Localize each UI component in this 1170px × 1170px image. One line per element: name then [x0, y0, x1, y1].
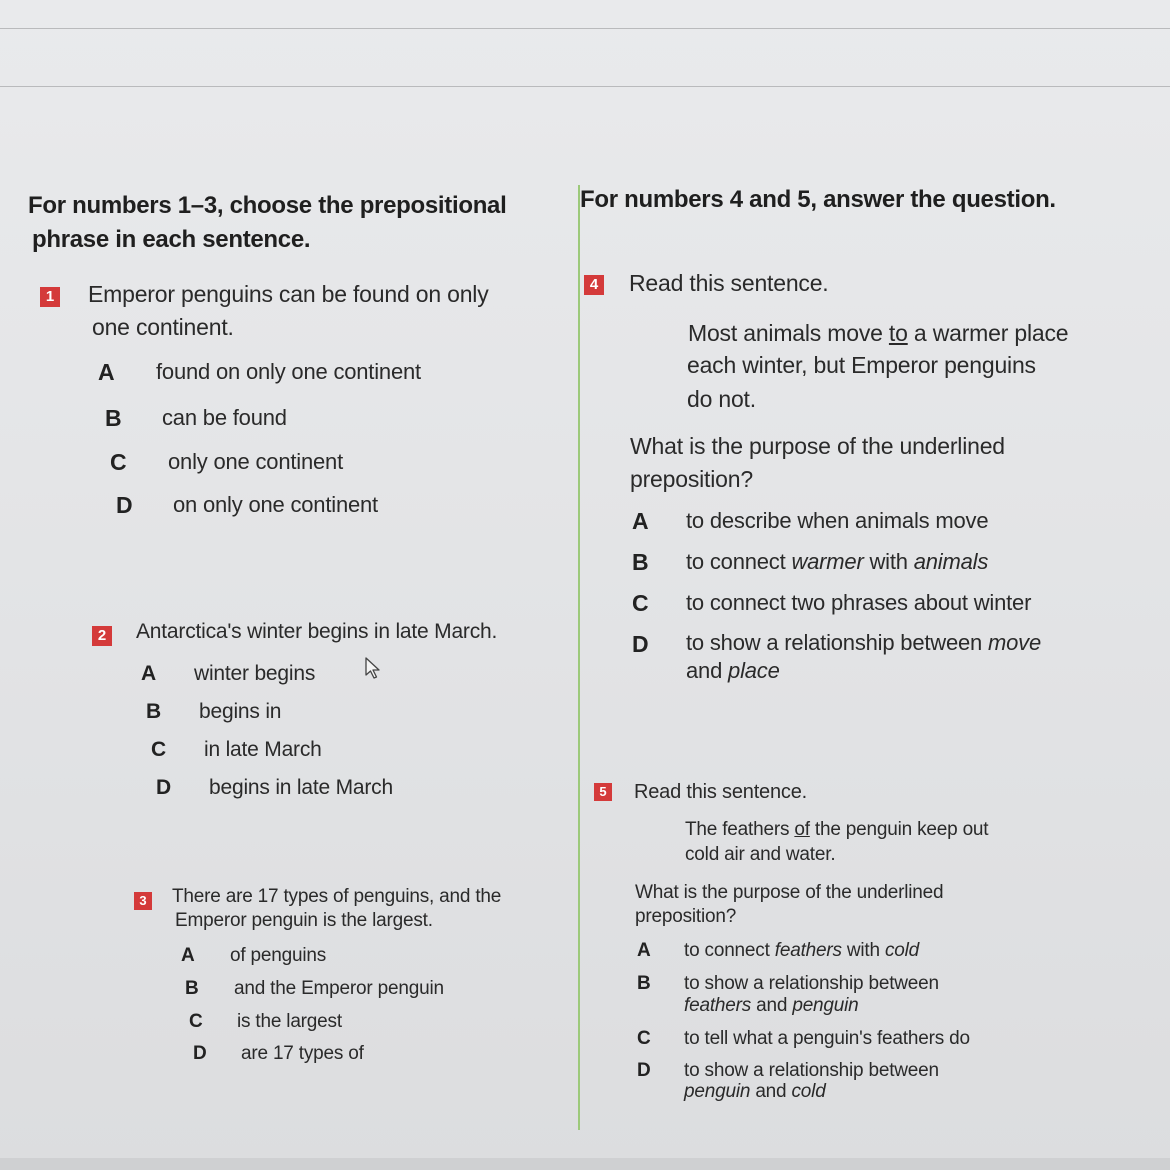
q4-sentence-line1: Most animals move to a warmer place	[688, 320, 1069, 346]
q2-option-a-letter[interactable]: A	[141, 662, 157, 685]
q5-option-c-text[interactable]: to tell what a penguin's feathers do	[684, 1028, 970, 1049]
left-heading-line2: phrase in each sentence.	[32, 226, 311, 253]
question-number-badge-1: 1	[40, 287, 60, 307]
q2-option-d-text[interactable]: begins in late March	[209, 776, 393, 799]
q3-stem-line1: There are 17 types of penguins, and the	[172, 886, 502, 907]
q5-question-line2: preposition?	[635, 906, 737, 927]
q5-option-d-text-line2[interactable]: penguin and cold	[684, 1081, 826, 1102]
q3-option-b-text[interactable]: and the Emperor penguin	[234, 978, 444, 999]
q4-prompt: Read this sentence.	[629, 270, 829, 296]
question-number-badge-2: 2	[92, 626, 112, 646]
underlined-preposition: to	[888, 320, 908, 346]
q4-option-c-text[interactable]: to connect two phrases about winter	[686, 590, 1032, 615]
question-number-badge-5: 5	[594, 783, 612, 801]
question-number-badge-4: 4	[584, 275, 604, 295]
q2-option-d-letter[interactable]: D	[156, 776, 172, 799]
q1-option-b-letter[interactable]: B	[105, 405, 122, 431]
q2-option-c-letter[interactable]: C	[151, 738, 167, 761]
q1-option-a-text[interactable]: found on only one continent	[156, 359, 421, 384]
mouse-cursor-icon	[364, 656, 384, 680]
q5-prompt: Read this sentence.	[634, 781, 807, 803]
q2-option-b-letter[interactable]: B	[146, 700, 162, 723]
q3-option-d-text[interactable]: are 17 types of	[241, 1043, 364, 1064]
q5-option-b-text-line1[interactable]: to show a relationship between	[684, 973, 939, 994]
question-number-badge-3: 3	[134, 892, 152, 910]
q3-option-c-letter[interactable]: C	[189, 1011, 203, 1032]
q2-option-b-text[interactable]: begins in	[199, 700, 282, 723]
q5-option-b-text-line2[interactable]: feathers and penguin	[684, 995, 859, 1016]
q2-option-a-text[interactable]: winter begins	[194, 662, 316, 685]
q5-option-d-letter[interactable]: D	[637, 1060, 651, 1081]
column-divider	[578, 185, 580, 1130]
q4-option-a-text[interactable]: to describe when animals move	[686, 508, 989, 533]
q3-option-b-letter[interactable]: B	[185, 978, 199, 999]
q4-sentence-line3: do not.	[687, 386, 756, 412]
q4-option-d-text-line2[interactable]: and place	[686, 658, 780, 683]
q1-option-a-letter[interactable]: A	[98, 359, 115, 385]
q3-option-d-letter[interactable]: D	[193, 1043, 207, 1064]
right-heading: For numbers 4 and 5, answer the question.	[580, 186, 1056, 213]
q3-stem-line2: Emperor penguin is the largest.	[175, 910, 433, 931]
q1-stem-line1: Emperor penguins can be found on only	[88, 281, 489, 307]
q3-option-a-letter[interactable]: A	[181, 945, 195, 966]
q2-stem: Antarctica's winter begins in late March.	[136, 620, 498, 643]
underlined-preposition: of	[794, 819, 810, 840]
q4-option-c-letter[interactable]: C	[632, 590, 649, 616]
q1-option-d-letter[interactable]: D	[116, 492, 133, 518]
q5-option-c-letter[interactable]: C	[637, 1028, 651, 1049]
top-rule	[0, 28, 1170, 29]
q4-option-b-text[interactable]: to connect warmer with animals	[686, 549, 989, 574]
q1-option-c-letter[interactable]: C	[110, 449, 127, 475]
q4-option-a-letter[interactable]: A	[632, 508, 649, 534]
left-heading-line1: For numbers 1–3, choose the prepositional	[28, 192, 507, 219]
q4-option-b-letter[interactable]: B	[632, 549, 649, 575]
q4-question-line1: What is the purpose of the underlined	[630, 433, 1005, 459]
q1-option-c-text[interactable]: only one continent	[168, 449, 343, 474]
q5-sentence-line2: cold air and water.	[685, 844, 836, 865]
q1-stem-line2: one continent.	[92, 314, 234, 340]
q2-option-c-text[interactable]: in late March	[204, 738, 322, 761]
q3-option-a-text[interactable]: of penguins	[230, 945, 327, 966]
q5-question-line1: What is the purpose of the underlined	[635, 882, 944, 903]
q1-option-b-text[interactable]: can be found	[162, 405, 287, 430]
q5-option-b-letter[interactable]: B	[637, 973, 651, 994]
q3-option-c-text[interactable]: is the largest	[237, 1011, 342, 1032]
q5-sentence-line1: The feathers of the penguin keep out	[685, 819, 989, 840]
q5-option-a-letter[interactable]: A	[637, 940, 651, 961]
q4-question-line2: preposition?	[630, 466, 753, 492]
q1-option-d-text[interactable]: on only one continent	[173, 492, 378, 517]
q4-option-d-text-line1[interactable]: to show a relationship between move	[686, 630, 1041, 655]
q5-option-d-text-line1[interactable]: to show a relationship between	[684, 1060, 939, 1081]
bottom-edge	[0, 1158, 1170, 1170]
q4-option-d-letter[interactable]: D	[632, 631, 649, 657]
q4-sentence-line2: each winter, but Emperor penguins	[687, 352, 1036, 378]
top-rule-2	[0, 86, 1170, 87]
q5-option-a-text[interactable]: to connect feathers with cold	[684, 940, 920, 961]
